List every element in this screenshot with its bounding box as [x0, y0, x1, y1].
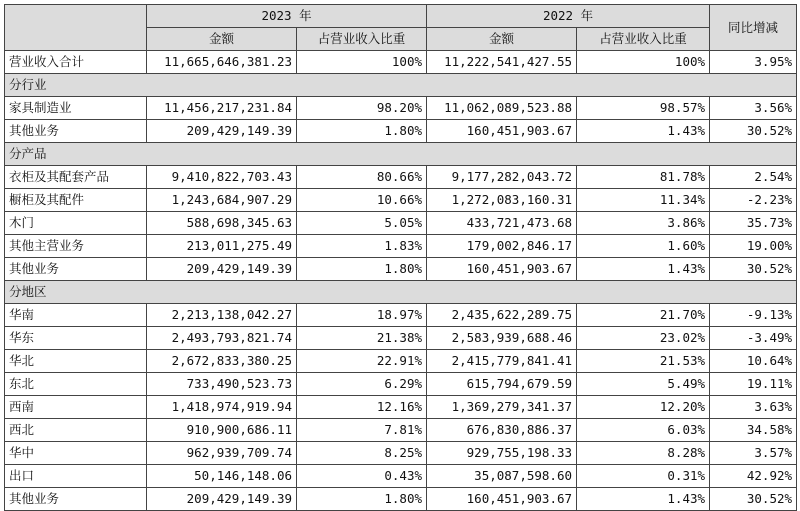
yoy-change: 2.54%: [710, 166, 797, 189]
amount-2022: 160,451,903.67: [427, 258, 577, 281]
table-row: [5, 304, 797, 327]
amount-2022: 11,222,541,427.55: [427, 51, 577, 74]
ratio-2022: 8.28%: [577, 442, 710, 465]
ratio-2023: 1.80%: [297, 488, 427, 511]
header-ratio-2023: 占营业收入比重: [297, 28, 427, 51]
row-label: 出口: [5, 465, 147, 488]
ratio-2023: 80.66%: [297, 166, 427, 189]
row-label: 西南: [5, 396, 147, 419]
ratio-2023: 7.81%: [297, 419, 427, 442]
row-label: 华东: [5, 327, 147, 350]
amount-2023: 213,011,275.49: [147, 235, 297, 258]
ratio-2022: 6.03%: [577, 419, 710, 442]
ratio-2023: 8.25%: [297, 442, 427, 465]
amount-2023: 11,456,217,231.84: [147, 97, 297, 120]
row-label: 东北: [5, 373, 147, 396]
ratio-2023: 5.05%: [297, 212, 427, 235]
yoy-change: 3.63%: [710, 396, 797, 419]
ratio-2022: 0.31%: [577, 465, 710, 488]
ratio-2023: 98.20%: [297, 97, 427, 120]
yoy-change: -3.49%: [710, 327, 797, 350]
amount-2023: 11,665,646,381.23: [147, 51, 297, 74]
yoy-change: 19.11%: [710, 373, 797, 396]
amount-2022: 35,087,598.60: [427, 465, 577, 488]
row-label: 家具制造业: [5, 97, 147, 120]
revenue-breakdown-table: [4, 4, 797, 511]
amount-2023: 910,900,686.11: [147, 419, 297, 442]
yoy-change: 42.92%: [710, 465, 797, 488]
ratio-2023: 6.29%: [297, 373, 427, 396]
section-header-row: [5, 143, 797, 166]
amount-2023: 209,429,149.39: [147, 488, 297, 511]
table-row: [5, 97, 797, 120]
ratio-2022: 5.49%: [577, 373, 710, 396]
header-blank-cell: [5, 5, 147, 51]
amount-2023: 1,243,684,907.29: [147, 189, 297, 212]
table-row: [5, 419, 797, 442]
row-label: 华中: [5, 442, 147, 465]
table-row: [5, 373, 797, 396]
ratio-2022: 3.86%: [577, 212, 710, 235]
ratio-2022: 21.70%: [577, 304, 710, 327]
table-row: [5, 212, 797, 235]
yoy-change: 3.56%: [710, 97, 797, 120]
ratio-2023: 0.43%: [297, 465, 427, 488]
ratio-2023: 18.97%: [297, 304, 427, 327]
ratio-2023: 100%: [297, 51, 427, 74]
amount-2023: 2,213,138,042.27: [147, 304, 297, 327]
ratio-2023: 1.80%: [297, 120, 427, 143]
amount-2022: 9,177,282,043.72: [427, 166, 577, 189]
amount-2022: 2,583,939,688.46: [427, 327, 577, 350]
yoy-change: 3.95%: [710, 51, 797, 74]
amount-2023: 2,493,793,821.74: [147, 327, 297, 350]
amount-2022: 2,435,622,289.75: [427, 304, 577, 327]
yoy-change: 10.64%: [710, 350, 797, 373]
total-row: [5, 51, 797, 74]
ratio-2023: 1.80%: [297, 258, 427, 281]
table-row: [5, 396, 797, 419]
row-label: 西北: [5, 419, 147, 442]
table-row: [5, 258, 797, 281]
ratio-2022: 11.34%: [577, 189, 710, 212]
ratio-2022: 1.43%: [577, 120, 710, 143]
amount-2022: 2,415,779,841.41: [427, 350, 577, 373]
row-label: 华北: [5, 350, 147, 373]
table-row: [5, 442, 797, 465]
amount-2022: 11,062,089,523.88: [427, 97, 577, 120]
row-label: 衣柜及其配套产品: [5, 166, 147, 189]
row-label: 其他业务: [5, 258, 147, 281]
section-header-row: [5, 281, 797, 304]
table-row: [5, 465, 797, 488]
header-year-2022: 2022 年: [427, 5, 710, 28]
ratio-2023: 21.38%: [297, 327, 427, 350]
yoy-change: 3.57%: [710, 442, 797, 465]
amount-2023: 209,429,149.39: [147, 258, 297, 281]
ratio-2022: 23.02%: [577, 327, 710, 350]
yoy-change: -9.13%: [710, 304, 797, 327]
header-ratio-2022: 占营业收入比重: [577, 28, 710, 51]
table-row: [5, 327, 797, 350]
section-header-row: [5, 74, 797, 97]
ratio-2023: 1.83%: [297, 235, 427, 258]
ratio-2023: 12.16%: [297, 396, 427, 419]
amount-2023: 2,672,833,380.25: [147, 350, 297, 373]
row-label: 其他业务: [5, 120, 147, 143]
amount-2022: 179,002,846.17: [427, 235, 577, 258]
amount-2023: 962,939,709.74: [147, 442, 297, 465]
row-label: 华南: [5, 304, 147, 327]
row-label: 其他主营业务: [5, 235, 147, 258]
ratio-2022: 81.78%: [577, 166, 710, 189]
yoy-change: 34.58%: [710, 419, 797, 442]
section-title: 分行业: [5, 74, 797, 97]
amount-2023: 733,490,523.73: [147, 373, 297, 396]
row-label: 其他业务: [5, 488, 147, 511]
amount-2023: 9,410,822,703.43: [147, 166, 297, 189]
header-amount-2022: 金额: [427, 28, 577, 51]
amount-2022: 160,451,903.67: [427, 120, 577, 143]
amount-2022: 929,755,198.33: [427, 442, 577, 465]
row-label: 木门: [5, 212, 147, 235]
ratio-2023: 10.66%: [297, 189, 427, 212]
table-row: [5, 166, 797, 189]
amount-2022: 1,369,279,341.37: [427, 396, 577, 419]
yoy-change: 30.52%: [710, 488, 797, 511]
ratio-2023: 22.91%: [297, 350, 427, 373]
amount-2023: 50,146,148.06: [147, 465, 297, 488]
ratio-2022: 1.43%: [577, 488, 710, 511]
ratio-2022: 1.60%: [577, 235, 710, 258]
amount-2023: 209,429,149.39: [147, 120, 297, 143]
yoy-change: 35.73%: [710, 212, 797, 235]
yoy-change: 19.00%: [710, 235, 797, 258]
amount-2022: 160,451,903.67: [427, 488, 577, 511]
table-row: [5, 189, 797, 212]
header-amount-2023: 金额: [147, 28, 297, 51]
ratio-2022: 98.57%: [577, 97, 710, 120]
section-title: 分地区: [5, 281, 797, 304]
ratio-2022: 100%: [577, 51, 710, 74]
amount-2023: 588,698,345.63: [147, 212, 297, 235]
yoy-change: -2.23%: [710, 189, 797, 212]
header-year-2023: 2023 年: [147, 5, 427, 28]
amount-2022: 1,272,083,160.31: [427, 189, 577, 212]
ratio-2022: 12.20%: [577, 396, 710, 419]
amount-2023: 1,418,974,919.94: [147, 396, 297, 419]
ratio-2022: 1.43%: [577, 258, 710, 281]
row-label: 橱柜及其配件: [5, 189, 147, 212]
table-row: [5, 488, 797, 511]
table-row: [5, 350, 797, 373]
section-title: 分产品: [5, 143, 797, 166]
amount-2022: 676,830,886.37: [427, 419, 577, 442]
row-label: 营业收入合计: [5, 51, 147, 74]
ratio-2022: 21.53%: [577, 350, 710, 373]
header-yoy: 同比增减: [710, 5, 797, 51]
yoy-change: 30.52%: [710, 258, 797, 281]
amount-2022: 433,721,473.68: [427, 212, 577, 235]
header-row-years: [5, 5, 797, 28]
table-row: [5, 120, 797, 143]
table-row: [5, 235, 797, 258]
yoy-change: 30.52%: [710, 120, 797, 143]
amount-2022: 615,794,679.59: [427, 373, 577, 396]
